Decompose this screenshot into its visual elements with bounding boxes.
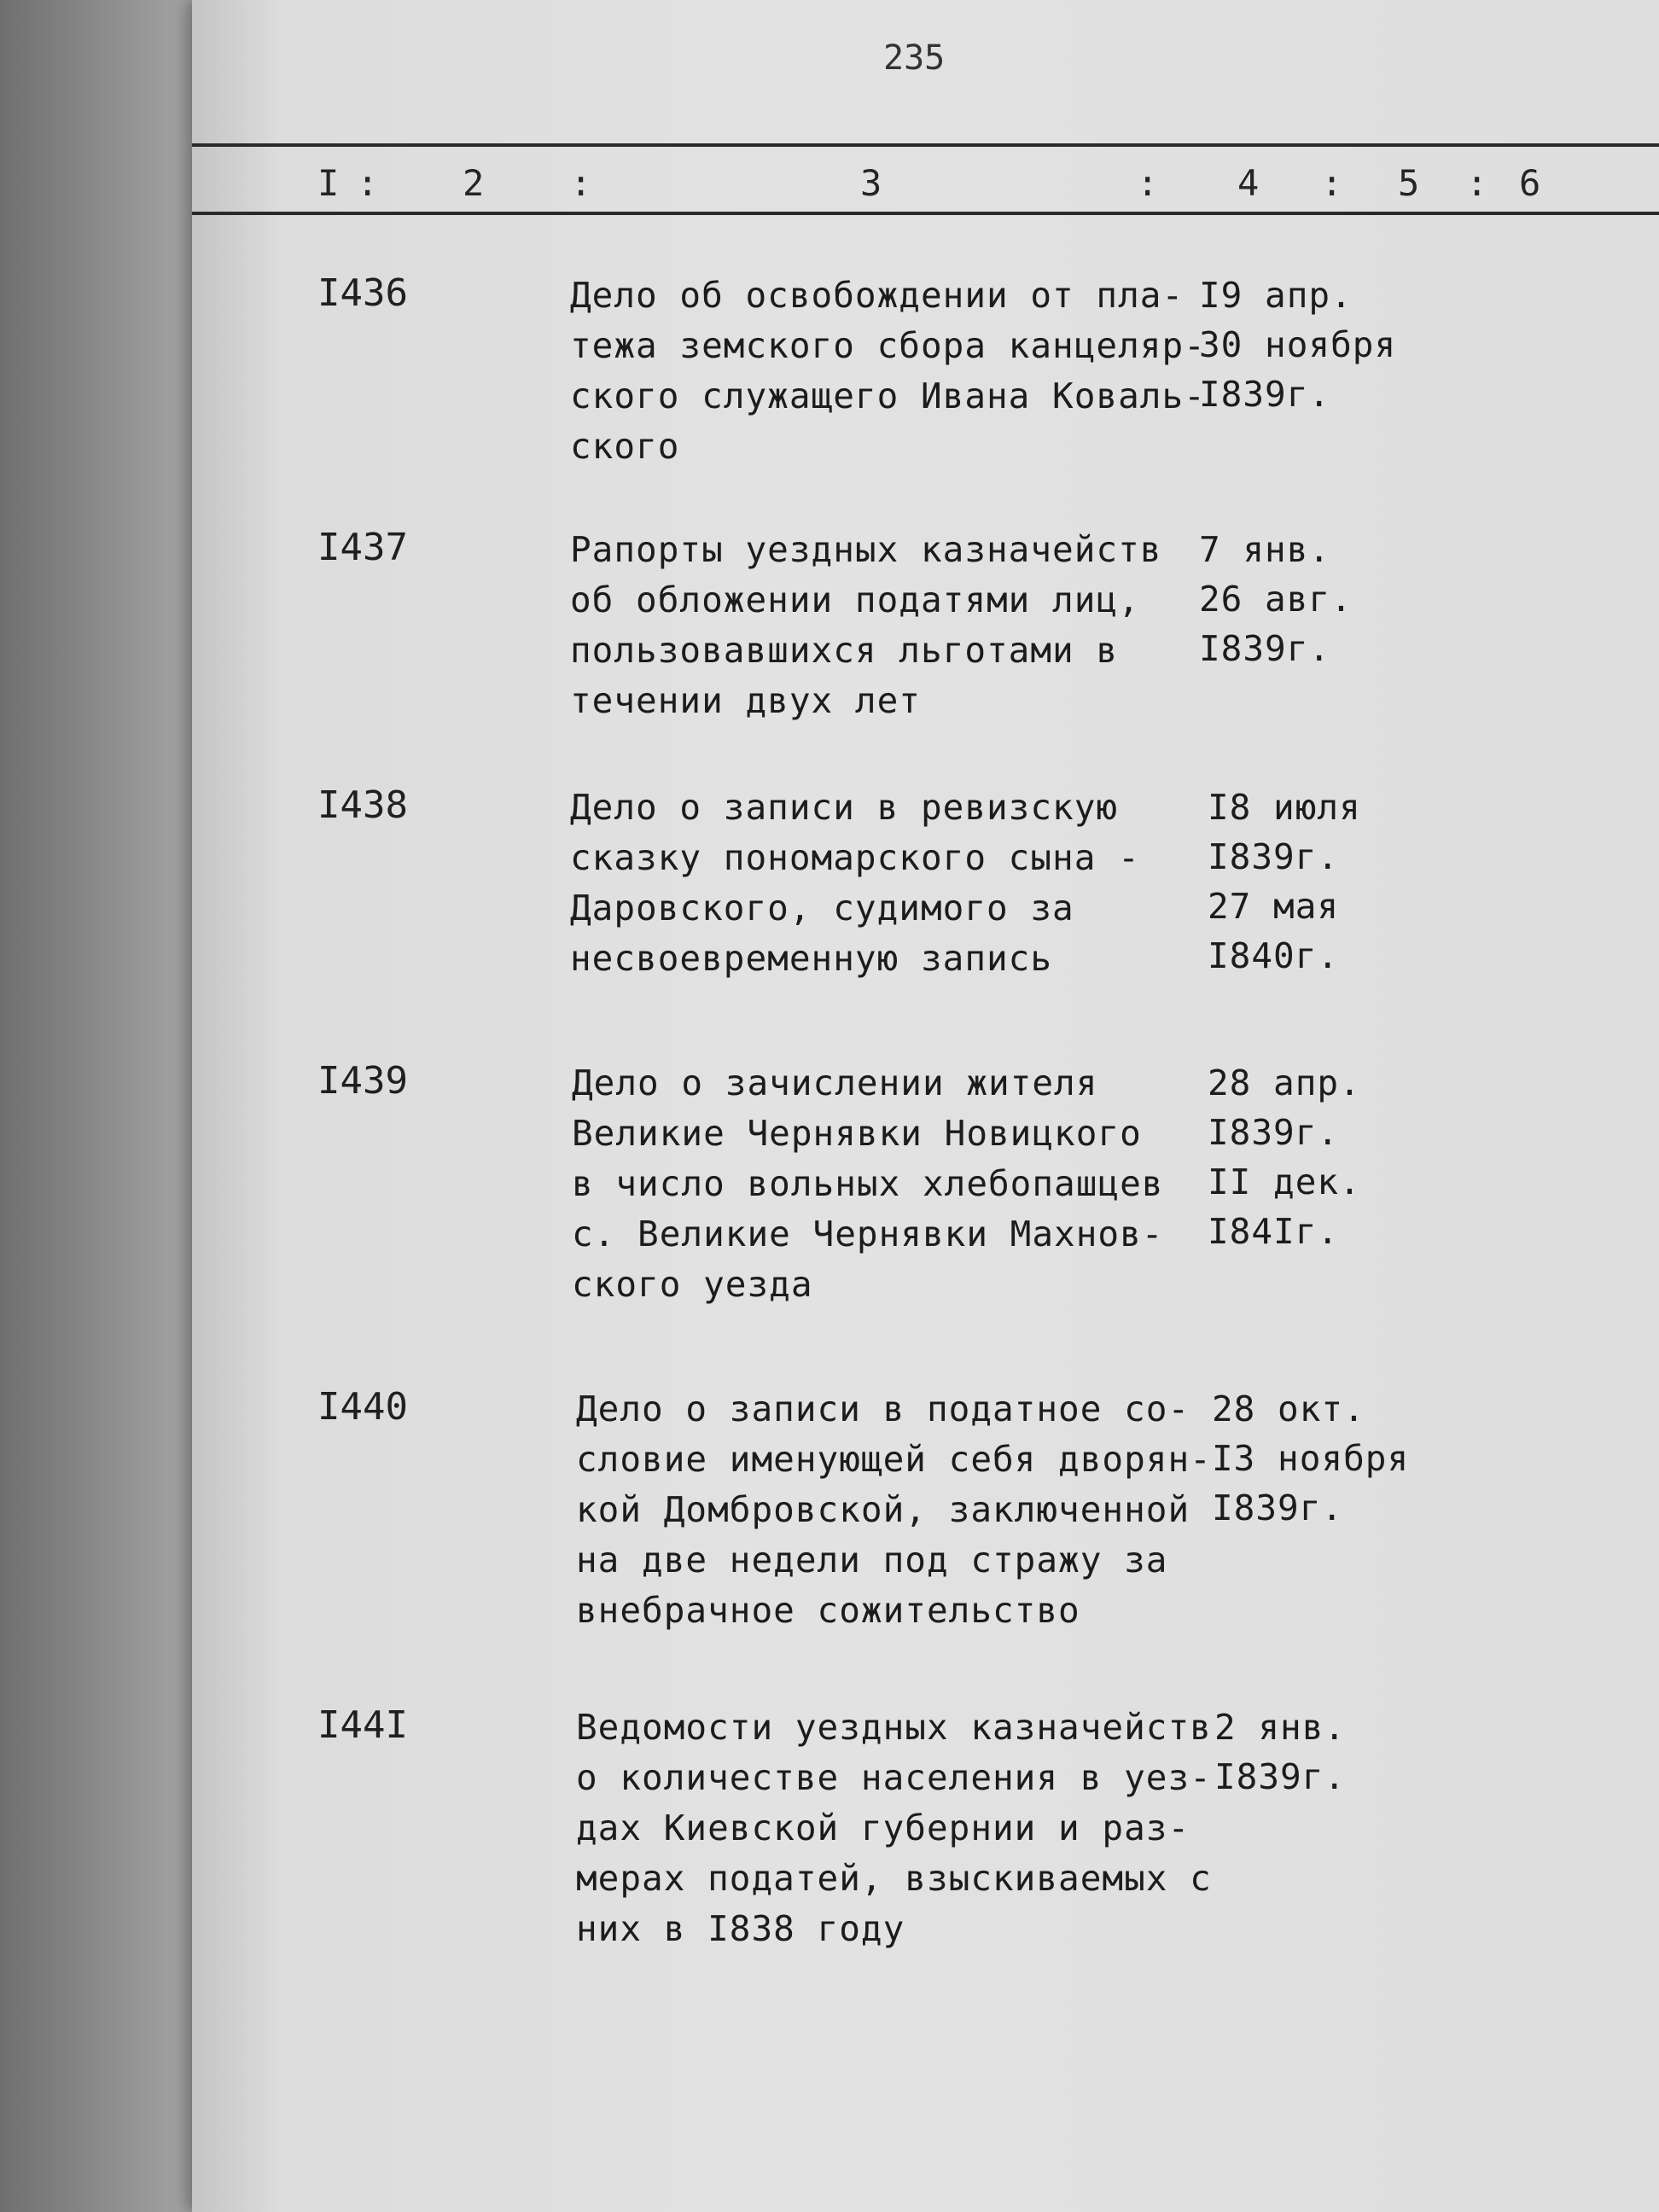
entry-title-line: об обложении податями лиц,: [570, 579, 1140, 620]
header-separator-3: :: [1137, 162, 1159, 204]
entry-number: I436: [317, 271, 408, 315]
header-col-4: 4: [1237, 162, 1260, 204]
header-col-3: 3: [860, 162, 882, 204]
entry-title-line: о количестве населения в уез-: [576, 1757, 1212, 1798]
header-col-1: I: [317, 162, 340, 204]
entry-date-line: I9 апр.: [1199, 275, 1353, 316]
entry-number: I438: [317, 783, 408, 827]
header-bottom-rule: [192, 212, 1659, 215]
header-separator-2: :: [570, 162, 592, 204]
header-col-5: 5: [1398, 162, 1420, 204]
entry-number: I440: [317, 1385, 408, 1429]
entry-title-line: ского: [570, 426, 680, 467]
entry-date-line: I839г.: [1214, 1756, 1347, 1797]
entry-title-line: течении двух лет: [570, 680, 921, 721]
entry-date-line: II дек.: [1208, 1161, 1361, 1202]
entry-title-line: на две недели под стражу за: [576, 1540, 1168, 1580]
entry-title-line: Даровского, судимого за: [570, 888, 1074, 928]
header-separator-5: :: [1466, 162, 1488, 204]
entry-date-line: 7 янв.: [1199, 529, 1331, 570]
entry-title-line: мерах податей, взыскиваемых с: [576, 1858, 1212, 1899]
entry-title-line: в число вольных хлебопашцев: [572, 1163, 1164, 1204]
entry-title-line: Дело об освобождении от пла-: [570, 275, 1185, 316]
entry-title-line: несвоевременную запись: [570, 938, 1053, 979]
entry-title-line: словие именующей себя дворян-: [576, 1439, 1212, 1480]
entry-date-line: I839г.: [1208, 836, 1340, 877]
entry-number: I437: [317, 526, 408, 569]
entry-date-line: I839г.: [1212, 1487, 1344, 1528]
entry-date-line: I839г.: [1199, 374, 1331, 415]
entry-title-line: с. Великие Чернявки Махнов-: [572, 1214, 1164, 1254]
entry-date-line: I8 июля: [1208, 787, 1361, 828]
entry-date-line: I839г.: [1199, 628, 1331, 669]
entry-date-line: 26 авг.: [1199, 579, 1353, 620]
entry-title-line: сказку пономарского сына -: [570, 837, 1140, 878]
entry-title-line: ского уезда: [572, 1264, 813, 1305]
entry-title-line: Дело о записи в ревизскую: [570, 787, 1119, 828]
entry-date-line: I84Iг.: [1208, 1211, 1340, 1252]
entry-date-line: 2 янв.: [1214, 1707, 1347, 1748]
entry-title-line: ского служащего Ивана Коваль-: [570, 375, 1206, 416]
page-edge-shadow: [0, 0, 205, 2212]
entry-number: I439: [317, 1059, 408, 1103]
entry-title-line: Великие Чернявки Новицкого: [572, 1113, 1142, 1154]
header-separator-4: :: [1321, 162, 1343, 204]
entry-date-line: 28 апр.: [1208, 1062, 1361, 1103]
entry-title-line: них в I838 году: [576, 1908, 905, 1949]
page-number: 235: [883, 38, 946, 78]
entry-date-line: 30 ноября: [1199, 324, 1397, 365]
entry-date-line: I840г.: [1208, 935, 1340, 976]
entry-title-line: Рапорты уездных казначейств: [570, 529, 1162, 570]
header-top-rule: [192, 143, 1659, 147]
header-separator-1: :: [357, 162, 379, 204]
entry-title-line: Дело о записи в податное со-: [576, 1388, 1190, 1429]
entry-title-line: тежа земского сбора канцеляр-: [570, 325, 1206, 366]
entry-date-line: I839г.: [1208, 1112, 1340, 1153]
entry-date-line: 27 мая: [1208, 886, 1340, 927]
header-col-6: 6: [1519, 162, 1541, 204]
entry-title-line: внебрачное сожительство: [576, 1590, 1080, 1631]
entry-title-line: дах Киевской губернии и раз-: [576, 1807, 1190, 1848]
header-col-2: 2: [463, 162, 485, 204]
entry-date-line: 28 окт.: [1212, 1388, 1365, 1429]
entry-title-line: Дело о зачислении жителя: [572, 1062, 1098, 1103]
entry-title-line: кой Домбровской, заключенной: [576, 1489, 1190, 1530]
entry-number: I44I: [317, 1703, 408, 1747]
entry-title-line: пользовавшихся льготами в: [570, 630, 1119, 671]
entry-date-line: I3 ноября: [1212, 1438, 1410, 1479]
entry-title-line: Ведомости уездных казначейств: [576, 1707, 1212, 1748]
